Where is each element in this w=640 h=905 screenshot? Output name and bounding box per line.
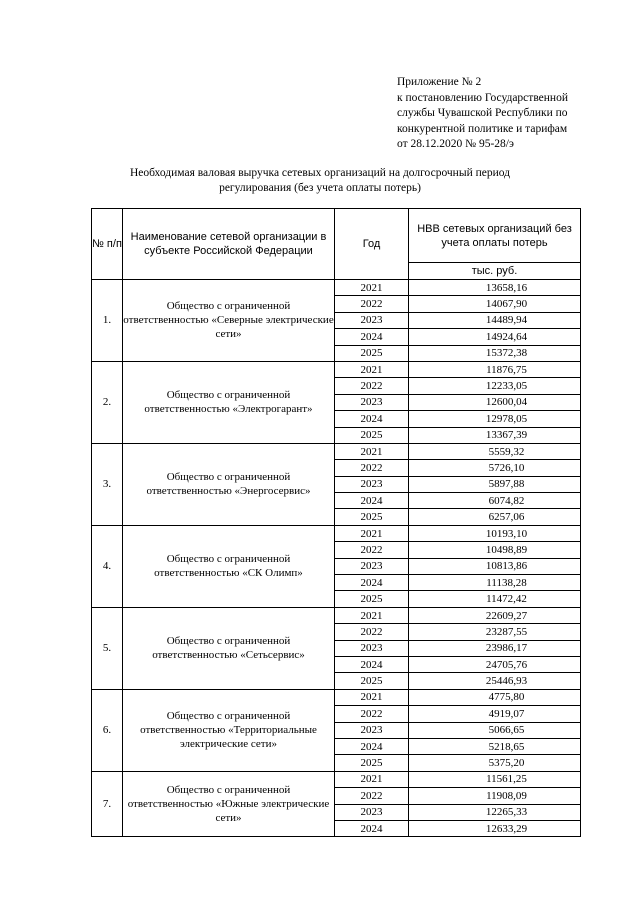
nvv-value: 11138,28 — [486, 576, 527, 589]
appendix-line: конкурентной политике и тарифам — [397, 122, 568, 135]
nvv-value: 10498,89 — [485, 543, 528, 556]
year-cell: 2025 — [335, 509, 409, 525]
header-nvv: НВВ сетевых организаций без учета оплаты потерь — [409, 209, 581, 263]
year-cell: 2022 — [335, 542, 409, 558]
nvv-value-cell — [409, 820, 581, 836]
nvv-value: 11472,42 — [486, 593, 527, 606]
org-name: Общество с ограниченной ответственностью «СК Олимп» — [123, 525, 335, 607]
nvv-value-cell — [409, 607, 581, 623]
year-cell: 2022 — [335, 296, 409, 312]
nvv-value-cell — [409, 476, 581, 492]
nvv-value-cell — [409, 493, 581, 509]
nvv-value: 10193,10 — [485, 527, 528, 540]
nvv-value: 15372,38 — [485, 347, 528, 360]
year-cell: 2023 — [335, 312, 409, 328]
year-cell: 2022 — [335, 706, 409, 722]
year-cell: 2021 — [335, 771, 409, 787]
appendix-line: службы Чувашской Республики по — [397, 107, 568, 119]
year-cell: 2024 — [335, 820, 409, 836]
nvv-value: 11876,75 — [486, 363, 527, 376]
nvv-value: 5559,32 — [488, 445, 525, 458]
year-cell: 2021 — [335, 607, 409, 623]
nvv-value: 11908,09 — [486, 789, 527, 802]
year-cell: 2023 — [335, 558, 409, 574]
nvv-value: 12600,04 — [485, 396, 528, 409]
org-name: Общество с ограниченной ответственностью «Южные электрические сети» — [123, 771, 335, 837]
org-number: 2. — [92, 361, 123, 443]
year-cell: 2024 — [335, 656, 409, 672]
header-org-name: Наименование сетевой организации в субъекте Российской Федерации — [123, 209, 335, 280]
nvv-value: 13658,16 — [485, 281, 528, 294]
org-name: Общество с ограниченной ответственностью «Энергосервис» — [123, 443, 335, 525]
nvv-value-cell — [409, 378, 581, 394]
nvv-value-cell — [409, 280, 581, 296]
nvv-value: 12265,33 — [485, 806, 528, 819]
title-line-2: регулирования (без учета оплаты потерь) — [219, 182, 421, 194]
year-cell: 2025 — [335, 591, 409, 607]
nvv-value: 14067,90 — [485, 298, 528, 311]
year-cell: 2022 — [335, 624, 409, 640]
nvv-value-cell — [409, 673, 581, 689]
appendix-line: Приложение № 2 — [397, 76, 482, 88]
nvv-value-cell — [409, 542, 581, 558]
nvv-value: 14489,94 — [485, 314, 528, 327]
header-unit: тыс. руб. — [409, 263, 581, 280]
org-number: 1. — [92, 280, 123, 362]
nvv-value-cell — [409, 738, 581, 754]
year-cell: 2023 — [335, 804, 409, 820]
year-cell: 2025 — [335, 345, 409, 361]
table-row — [92, 443, 581, 459]
year-cell: 2024 — [335, 411, 409, 427]
nvv-value-cell — [409, 509, 581, 525]
nvv-value: 12633,29 — [485, 822, 528, 835]
nvv-value: 5726,10 — [488, 461, 525, 474]
appendix-line: от 28.12.2020 № 95-28/э — [397, 138, 514, 150]
header-year: Год — [335, 209, 409, 280]
year-cell: 2024 — [335, 493, 409, 509]
appendix-line: к постановлению Государственной — [397, 91, 568, 104]
nvv-value-cell — [409, 329, 581, 345]
org-name: Общество с ограниченной ответственностью «Северные электрические сети» — [123, 280, 335, 362]
nvv-value: 14924,64 — [485, 330, 528, 343]
year-cell: 2022 — [335, 378, 409, 394]
nvv-value-cell — [409, 558, 581, 574]
nvv-value: 23986,17 — [485, 642, 528, 655]
nvv-value: 22609,27 — [485, 609, 528, 622]
year-cell: 2024 — [335, 575, 409, 591]
nvv-value-cell — [409, 624, 581, 640]
nvv-value-cell — [409, 345, 581, 361]
nvv-value: 13367,39 — [485, 429, 528, 442]
nvv-value-cell — [409, 575, 581, 591]
nvv-value-cell — [409, 361, 581, 377]
title-line-1: Необходимая валовая выручка сетевых организаций на долгосрочный период — [129, 167, 511, 179]
table-row — [92, 607, 581, 623]
document-title — [90, 166, 550, 196]
table-row — [92, 689, 581, 705]
nvv-value-cell — [409, 804, 581, 820]
nvv-value: 5066,65 — [488, 724, 525, 737]
nvv-value: 12233,05 — [485, 380, 528, 393]
table-row — [92, 280, 581, 296]
year-cell: 2023 — [335, 640, 409, 656]
nvv-table — [91, 208, 581, 837]
nvv-value-cell — [409, 755, 581, 771]
nvv-value-cell — [409, 460, 581, 476]
nvv-value-cell — [409, 411, 581, 427]
year-cell: 2025 — [335, 427, 409, 443]
nvv-value: 11561,25 — [486, 773, 527, 786]
table-row — [92, 361, 581, 377]
nvv-value: 5218,65 — [488, 740, 525, 753]
year-cell: 2021 — [335, 689, 409, 705]
org-name: Общество с ограниченной ответственностью «Территориальные электрические сети» — [123, 689, 335, 771]
nvv-value: 6074,82 — [488, 494, 525, 507]
nvv-value: 4775,80 — [488, 691, 525, 704]
nvv-value-cell — [409, 706, 581, 722]
nvv-value-cell — [409, 771, 581, 787]
year-cell: 2025 — [335, 755, 409, 771]
year-cell: 2022 — [335, 460, 409, 476]
nvv-value: 6257,06 — [488, 511, 525, 524]
nvv-value-cell — [409, 656, 581, 672]
year-cell: 2023 — [335, 722, 409, 738]
nvv-value-cell — [409, 525, 581, 541]
year-cell: 2024 — [335, 329, 409, 345]
nvv-value: 24705,76 — [485, 658, 528, 671]
nvv-value-cell — [409, 427, 581, 443]
year-cell: 2021 — [335, 443, 409, 459]
nvv-value-cell — [409, 296, 581, 312]
org-number: 4. — [92, 525, 123, 607]
year-cell: 2023 — [335, 476, 409, 492]
nvv-value-cell — [409, 788, 581, 804]
nvv-value-cell — [409, 640, 581, 656]
nvv-value: 5897,88 — [488, 478, 525, 491]
year-cell: 2021 — [335, 525, 409, 541]
table-row — [92, 771, 581, 787]
nvv-value: 4919,07 — [488, 707, 525, 720]
nvv-value-cell — [409, 722, 581, 738]
nvv-value-cell — [409, 443, 581, 459]
org-name: Общество с ограниченной ответственностью «Сетьсервис» — [123, 607, 335, 689]
org-name: Общество с ограниченной ответственностью «Электрогарант» — [123, 361, 335, 443]
nvv-value: 12978,05 — [485, 412, 528, 425]
header-num: № п/п — [92, 209, 123, 280]
nvv-value: 5375,20 — [488, 757, 525, 770]
nvv-value: 10813,86 — [485, 560, 528, 573]
year-cell: 2021 — [335, 361, 409, 377]
year-cell: 2025 — [335, 673, 409, 689]
nvv-value-cell — [409, 312, 581, 328]
nvv-value: 25446,93 — [485, 675, 528, 688]
org-number: 5. — [92, 607, 123, 689]
year-cell: 2023 — [335, 394, 409, 410]
year-cell: 2024 — [335, 738, 409, 754]
org-number: 3. — [92, 443, 123, 525]
table-row — [92, 525, 581, 541]
year-cell: 2021 — [335, 280, 409, 296]
year-cell: 2022 — [335, 788, 409, 804]
org-number: 7. — [92, 771, 123, 837]
nvv-value-cell — [409, 394, 581, 410]
appendix-note — [397, 75, 627, 153]
nvv-value-cell — [409, 689, 581, 705]
nvv-value: 23287,55 — [485, 625, 528, 638]
nvv-value-cell — [409, 591, 581, 607]
org-number: 6. — [92, 689, 123, 771]
